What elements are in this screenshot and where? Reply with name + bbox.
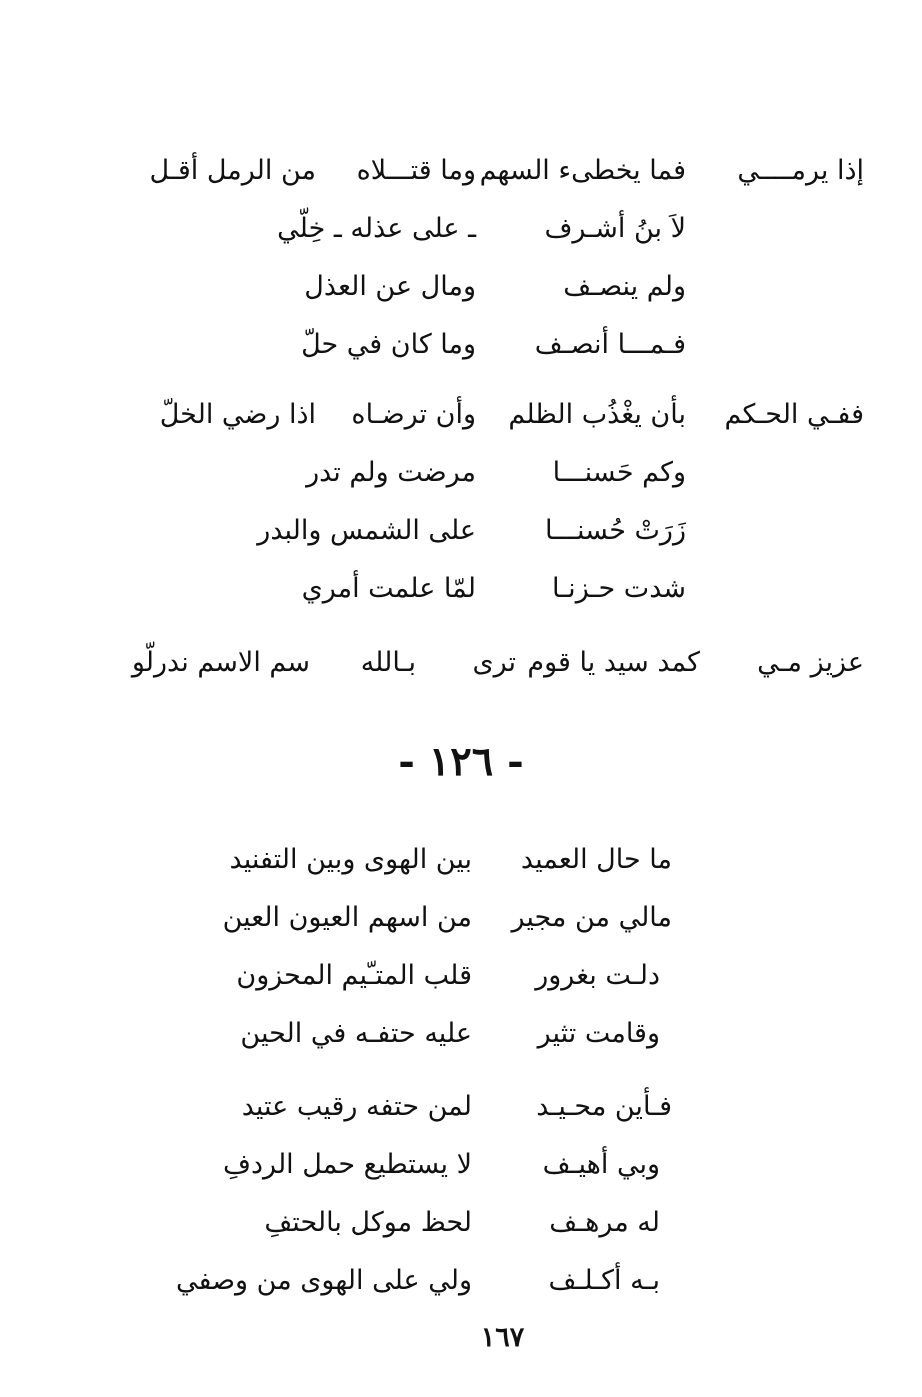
closing-c3: ترى (472, 647, 516, 678)
verse-a1-3-c1: ولم ينصـف (563, 271, 686, 302)
verse-b2-4-c2: ولي على الهوى من وصفي (175, 1265, 472, 1296)
verse-a2-1-c2: بأن يغْذُب الظلم (508, 399, 686, 430)
verse-b1-4-c2: عليه حتفـه في الحين (240, 1018, 472, 1049)
verse-a1-2-c1: لاَ بنُ أشـرف (544, 213, 686, 244)
page-number: ١٦٧ (480, 1322, 525, 1353)
verse-b1-4-c1: وقامت تثير (537, 1018, 660, 1049)
verse-b1-2-c1: مالي من مجير (511, 902, 672, 933)
verse-a1-4-c2: وما كان في حلّ (301, 329, 476, 360)
closing-c1: عزيز مـي (757, 647, 864, 678)
verse-a2-1-c3: وأن ترضـاه (351, 399, 476, 430)
verse-b1-3-c1: دلـت بغرور (535, 960, 660, 991)
verse-a1-1-c1: إذا يرمــــي (737, 155, 864, 186)
verse-b1-2-c2: من اسهم العيون العين (222, 902, 472, 933)
verse-a2-2-c1: وكم حَسنـــا (552, 457, 686, 488)
verse-b1-1-c2: بين الهوى وبين التفنيد (229, 844, 472, 875)
verse-b1-1-c1: ما حال العميد (520, 844, 672, 875)
verse-a2-3-c1: زَرَتْ حُسنـــا (545, 515, 686, 546)
verse-b1-3-c2: قلب المتـّيم المحزون (236, 960, 472, 991)
closing-c4: بـالله (360, 647, 416, 678)
closing-c2: كمد سيد يا قوم (527, 647, 700, 678)
verse-a1-1-c4: من الرمل أقـل (149, 155, 316, 186)
verse-a1-1-c3: وما قتـــلاه (356, 155, 476, 186)
verse-a2-3-c2: على الشمس والبدر (257, 515, 476, 546)
verse-a1-4-c1: فـمـــا أنصـف (534, 329, 686, 360)
verse-a2-2-c2: مرضت ولم تدر (306, 457, 476, 488)
verse-a1-1-c2: فما يخطىء السهم (479, 155, 686, 186)
verse-a1-2-c2: ـ على عذله ـ خِلّي (277, 213, 476, 244)
verse-b2-4-c1: بـه أكـلـف (548, 1265, 660, 1296)
verse-a2-1-c4: اذا رضي الخلّ (159, 399, 316, 430)
verse-b2-3-c1: له مرهـف (549, 1207, 660, 1238)
verse-b2-2-c1: وبي أهيـف (542, 1149, 660, 1180)
verse-b2-1-c2: لمن حتفه رقيب عتيد (241, 1091, 472, 1122)
verse-a2-1-c1: ففـي الحـكم (724, 399, 864, 430)
verse-b2-1-c1: فـأين محـيـد (536, 1091, 672, 1122)
verse-a2-4-c1: شدت حـزنـا (552, 573, 686, 604)
section-number-heading: - ١٢٦ - (398, 738, 524, 785)
verse-a2-4-c2: لمّا علمت أمري (301, 573, 476, 604)
closing-c5: سم الاسم ندرلّو (131, 647, 310, 678)
verse-a1-3-c2: ومال عن العذل (304, 271, 476, 302)
verse-b2-3-c2: لحظ موكل بالحتفِ (264, 1207, 472, 1238)
verse-b2-2-c2: لا يستطيع حمل الردفِ (223, 1149, 472, 1180)
